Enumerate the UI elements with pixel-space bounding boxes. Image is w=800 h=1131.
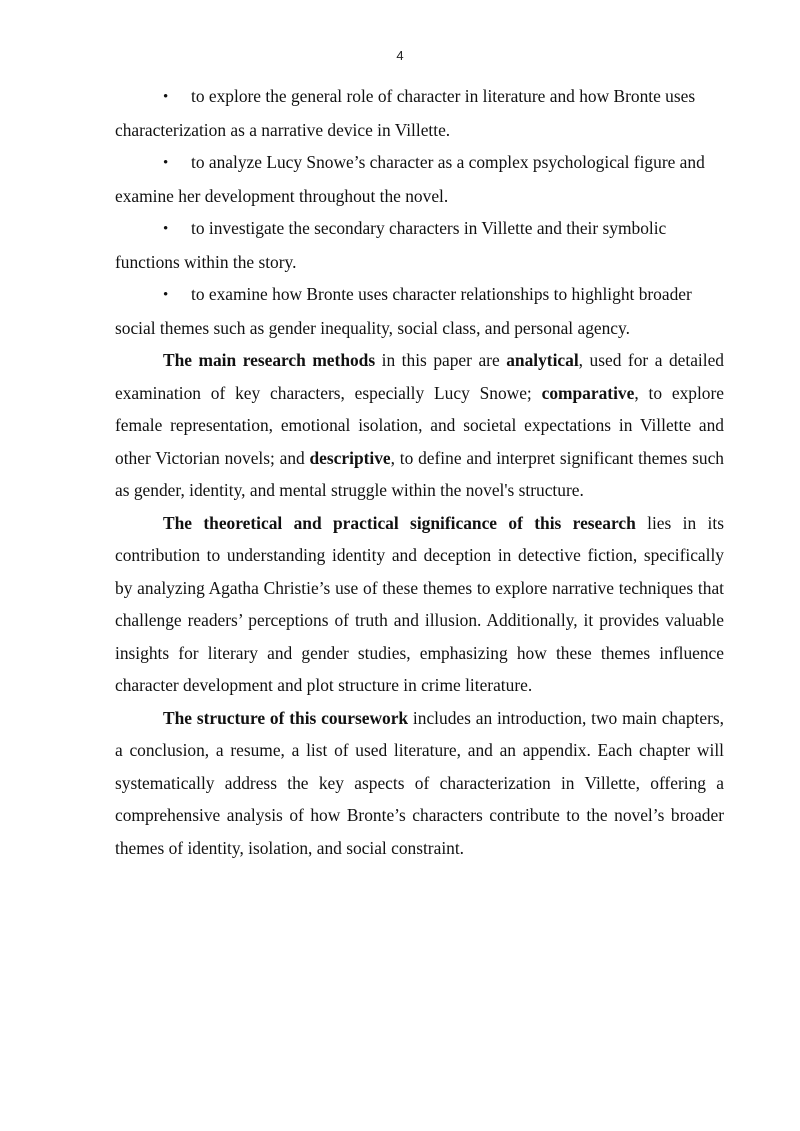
bullet-icon: • [163, 155, 169, 171]
bullet-item [115, 80, 724, 146]
significance-lead: The theoretical and practical significance of this research [163, 512, 636, 533]
structure-lead: The structure of this coursework [163, 707, 409, 728]
document-body [115, 80, 724, 864]
significance-paragraph [115, 507, 724, 702]
methods-paragraph [115, 344, 724, 507]
bullet-text: to investigate the secondary characters in Villette and their symbolic functions within the story. [115, 218, 667, 272]
bullet-item [115, 278, 724, 344]
methods-text-2: , used for a detailed examination of key characters, especially Lucy Snowe; [115, 350, 724, 403]
bullet-icon: • [163, 221, 169, 237]
page-number: 4 [396, 48, 404, 63]
bullet-text: to explore the general role of character in literature and how Bronte uses characterization as a narrative device in Villette. [115, 86, 696, 140]
bullet-text: to examine how Bronte uses character relationships to highlight broader social themes such as gender inequality, social class, and personal agency. [115, 284, 692, 338]
bullet-icon: • [163, 287, 169, 303]
structure-paragraph [115, 702, 724, 865]
method-comparative: comparative [541, 382, 635, 403]
bullet-icon: • [163, 89, 169, 105]
bullet-item [115, 212, 724, 278]
methods-lead: The main research methods [163, 350, 376, 370]
methods-text-3: , to explore female representation, emotional isolation, and societal expectations in Villette and other Victorian novels; and [115, 382, 724, 468]
method-descriptive: descriptive [309, 447, 391, 468]
significance-text: lies in its contribution to understanding identity and deception in detective fiction, specifically by analyzing Agatha Christie’s use of these themes to explore narrative techniques that challenge readers’ perceptions of truth and illusion. Additionally, it provides valuable insights for literary and gender studies, emphasizing how these themes influence character development and plot structure in crime literature. [115, 512, 724, 695]
methods-text-4: , to define and interpret significant themes such as gender, identity, and mental struggle within the novel's structure. [115, 447, 724, 500]
structure-text: includes an introduction, two main chapters, a conclusion, a resume, a list of used literature, and an appendix. Each chapter will systematically address the key aspects of characterization in Villette, offering a comprehensive analysis of how Bronte’s characters contribute to the novel’s broader themes of identity, isolation, and social constraint. [115, 707, 724, 858]
method-analytical: analytical [506, 350, 579, 370]
methods-text-1: in this paper are [375, 350, 507, 370]
bullet-item [115, 146, 724, 212]
bullet-text: to analyze Lucy Snowe’s character as a complex psychological figure and examine her development throughout the novel. [115, 152, 705, 206]
